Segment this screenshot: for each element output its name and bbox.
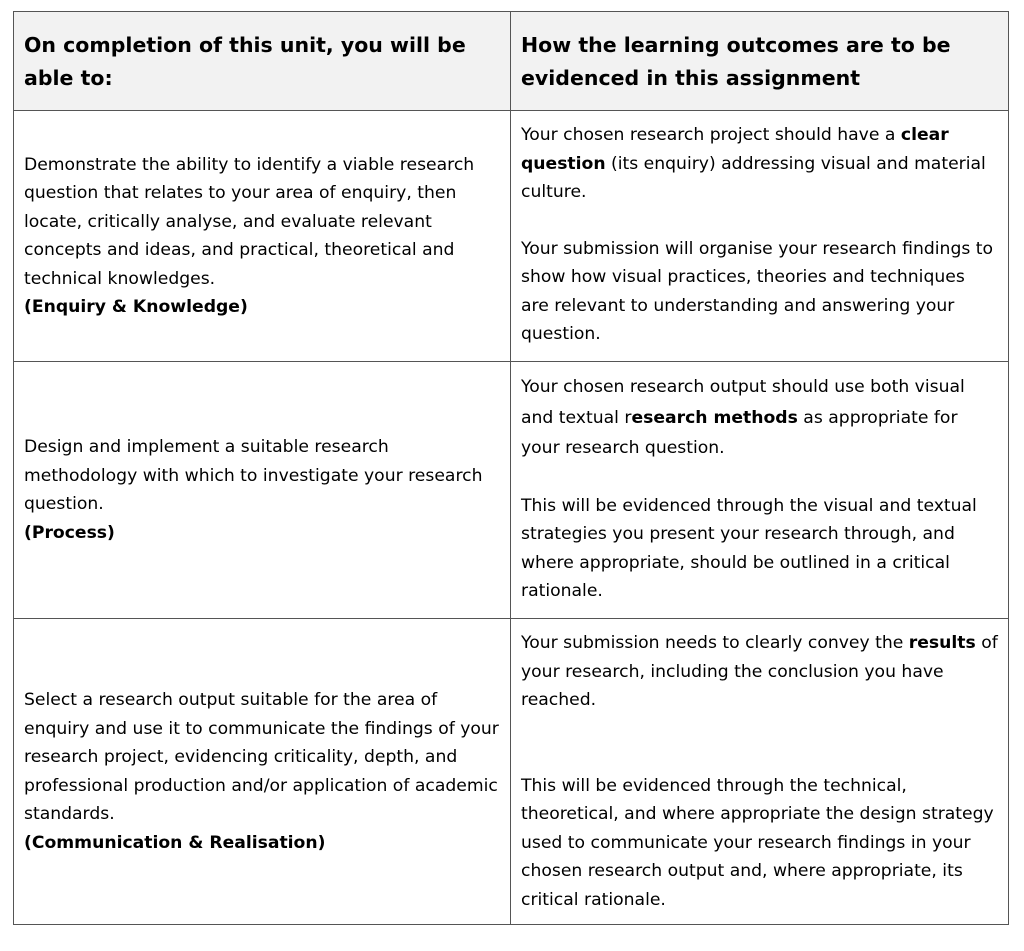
outcome-text: Design and implement a suitable research methodology with which to investigate your research question. <box>24 437 483 514</box>
header-row <box>14 12 1009 111</box>
evidence-keyword: esearch methods <box>631 407 798 428</box>
evidence-text: Your submission needs to clearly convey the <box>521 633 909 653</box>
outcome-tag: (Process) <box>24 522 115 543</box>
outcome-tag: (Enquiry & Knowledge) <box>24 297 248 317</box>
evidence-text: Your chosen research output should use both visual and textual r <box>521 377 965 428</box>
table-row <box>14 362 1009 619</box>
evidence-text: of your research, including the conclusion you have reached. <box>521 633 998 710</box>
header-evidence: How the learning outcomes are to be evidenced in this assignment <box>511 12 1009 111</box>
learning-outcomes-table <box>13 11 1009 925</box>
evidence-paragraph <box>521 372 998 464</box>
evidence-paragraph <box>521 629 998 715</box>
evidence-text: (its enquiry) addressing visual and material culture. <box>521 153 986 202</box>
outcome-cell <box>14 362 511 619</box>
evidence-keyword: clear question <box>521 125 949 174</box>
evidence-text: Your chosen research project should have a <box>521 125 901 145</box>
evidence-paragraph: This will be evidenced through the technical, theoretical, and where appropriate the design strategy used to communicate your research findings in your chosen research output and, where appropriate, its critical rationale. <box>521 775 994 910</box>
outcome-text: Demonstrate the ability to identify a viable research question that relates to your area of enquiry, then locate, critically analyse, and evaluate relevant concepts and ideas, and practical, theoretical and technical knowledges. <box>24 154 475 289</box>
evidence-cell <box>511 111 1009 362</box>
evidence-paragraph: This will be evidenced through the visual and textual strategies you present your research through, and where appropriate, should be outlined in a critical rationale. <box>521 495 977 601</box>
header-outcomes: On completion of this unit, you will be able to: <box>14 12 511 111</box>
evidence-paragraph: Your submission will organise your research findings to show how visual practices, theories and techniques are relevant to understanding and answering your question. <box>521 238 994 344</box>
evidence-paragraph <box>521 121 998 207</box>
outcome-tag: (Communication & Realisation) <box>24 832 326 853</box>
evidence-cell <box>511 362 1009 619</box>
evidence-keyword: results <box>908 633 976 653</box>
table-row <box>14 619 1009 925</box>
evidence-cell <box>511 619 1009 925</box>
outcome-cell <box>14 111 511 362</box>
evidence-text: as appropriate for your research question. <box>521 407 958 458</box>
outcome-cell <box>14 619 511 925</box>
outcome-text: Select a research output suitable for the area of enquiry and use it to communicate the findings of your research project, evidencing criticality, depth, and professional production and/or application of academic standards. <box>24 690 499 824</box>
table-row <box>14 111 1009 362</box>
